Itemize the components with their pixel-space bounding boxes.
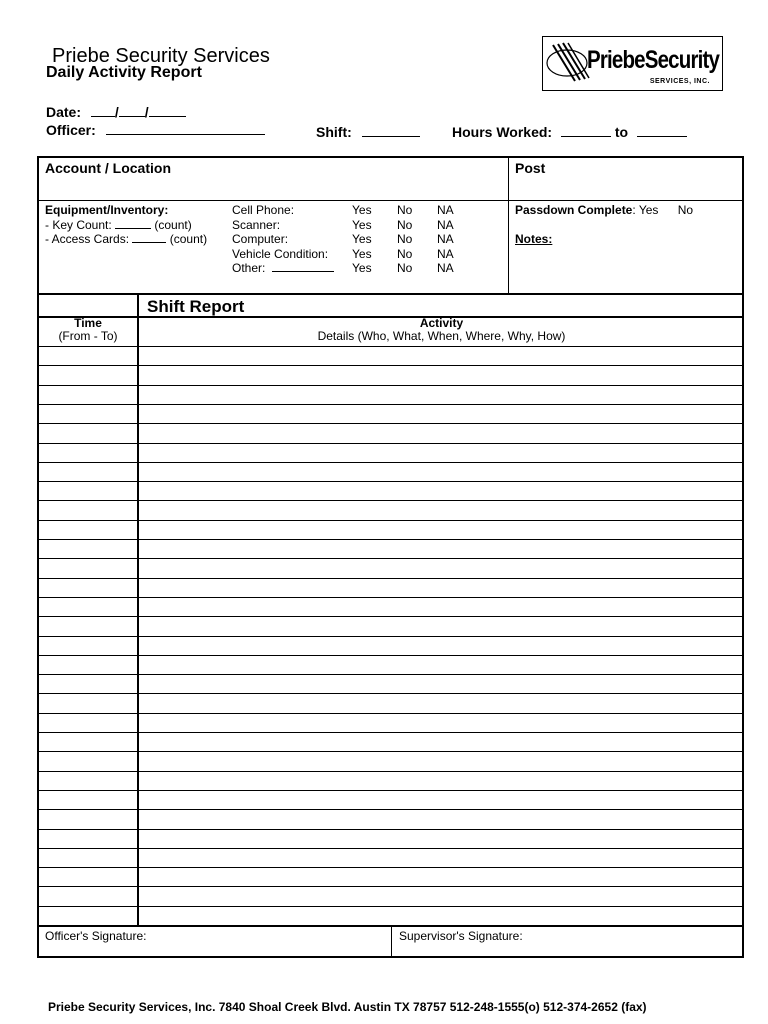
access-cards-unit: (count) bbox=[169, 232, 208, 246]
divider bbox=[39, 293, 742, 295]
officer-signature-label: Officer's Signature: bbox=[45, 929, 147, 943]
key-count-field[interactable] bbox=[115, 218, 151, 229]
account-location-label: Account / Location bbox=[45, 160, 171, 176]
equipment-block bbox=[45, 203, 207, 247]
table-row[interactable] bbox=[39, 616, 742, 635]
company-logo bbox=[542, 36, 723, 91]
passdown-colon: : bbox=[632, 203, 636, 217]
device-label-cell-phone: Cell Phone: bbox=[232, 203, 295, 217]
device-label-other: Other: bbox=[232, 261, 266, 275]
device-list bbox=[232, 203, 334, 276]
date-label: Date: bbox=[46, 104, 82, 120]
hours-line bbox=[452, 124, 687, 140]
table-row[interactable] bbox=[39, 732, 742, 751]
key-count-label: - Key Count: bbox=[45, 217, 112, 232]
date-month-field[interactable] bbox=[91, 104, 115, 117]
post-label: Post bbox=[515, 160, 546, 176]
yes-column bbox=[352, 203, 372, 276]
table-row[interactable] bbox=[39, 404, 742, 423]
shift-label: Shift: bbox=[316, 124, 352, 140]
table-row[interactable] bbox=[39, 462, 742, 481]
table-row[interactable] bbox=[39, 809, 742, 828]
passdown-no-option[interactable]: No bbox=[677, 203, 694, 217]
no-option[interactable]: No bbox=[397, 217, 413, 232]
logo-sub-text: SERVICES, INC. bbox=[649, 78, 710, 85]
officer-line bbox=[46, 122, 265, 138]
supervisor-signature-label: Supervisor's Signature: bbox=[399, 929, 523, 943]
table-row[interactable] bbox=[39, 423, 742, 442]
shift-field[interactable] bbox=[362, 124, 420, 137]
access-cards-field[interactable] bbox=[132, 232, 166, 243]
divider bbox=[508, 158, 509, 293]
na-column bbox=[437, 203, 454, 276]
footer-address: Priebe Security Services, Inc. 7840 Shoal Creek Blvd. Austin TX 78757 512-248-1555(o) 512-374-2652 (fax) bbox=[48, 1000, 647, 1014]
hours-start-field[interactable] bbox=[561, 124, 611, 137]
time-column-header bbox=[39, 317, 137, 343]
report-title: Daily Activity Report bbox=[46, 64, 202, 81]
hours-worked-label: Hours Worked: bbox=[452, 124, 553, 140]
table-row[interactable] bbox=[39, 346, 742, 365]
officer-label: Officer: bbox=[46, 122, 96, 138]
table-row[interactable] bbox=[39, 867, 742, 886]
hours-end-field[interactable] bbox=[637, 124, 687, 137]
yes-option[interactable]: Yes bbox=[352, 203, 372, 217]
device-label-scanner: Scanner: bbox=[232, 217, 281, 232]
table-row[interactable] bbox=[39, 365, 742, 384]
divider bbox=[39, 200, 742, 201]
table-row[interactable] bbox=[39, 906, 742, 925]
yes-option[interactable]: Yes bbox=[352, 246, 372, 261]
table-row[interactable] bbox=[39, 790, 742, 809]
logo-brand-text: PriebeSecurity bbox=[587, 46, 720, 74]
passdown-label: Passdown Complete bbox=[515, 203, 633, 217]
no-option[interactable]: No bbox=[397, 203, 413, 217]
table-row[interactable] bbox=[39, 751, 742, 770]
table-row[interactable] bbox=[39, 829, 742, 848]
activity-subheader: Details (Who, What, When, Where, Why, How) bbox=[317, 329, 566, 343]
no-option[interactable]: No bbox=[397, 246, 413, 261]
device-label-computer: Computer: bbox=[232, 232, 289, 246]
activity-column-header bbox=[139, 317, 744, 343]
table-row[interactable] bbox=[39, 655, 742, 674]
table-row[interactable] bbox=[39, 539, 742, 558]
na-option[interactable]: NA bbox=[437, 261, 454, 275]
na-option[interactable]: NA bbox=[437, 246, 454, 261]
logo-swoosh-icon bbox=[545, 41, 593, 85]
na-option[interactable]: NA bbox=[437, 217, 454, 232]
shift-report-heading: Shift Report bbox=[147, 297, 245, 316]
divider bbox=[391, 926, 392, 958]
table-row[interactable] bbox=[39, 520, 742, 539]
no-option[interactable]: No bbox=[397, 261, 413, 275]
date-line bbox=[46, 104, 186, 120]
company-name: Priebe Security Services bbox=[52, 45, 270, 67]
table-row[interactable] bbox=[39, 578, 742, 597]
table-row[interactable] bbox=[39, 558, 742, 577]
passdown-line bbox=[515, 203, 693, 218]
table-row[interactable] bbox=[39, 636, 742, 655]
time-subheader: (From - To) bbox=[58, 329, 118, 343]
table-row[interactable] bbox=[39, 693, 742, 712]
device-label-vehicle: Vehicle Condition: bbox=[232, 246, 329, 261]
key-count-unit: (count) bbox=[154, 217, 192, 232]
yes-option[interactable]: Yes bbox=[352, 217, 372, 232]
access-cards-label: - Access Cards: bbox=[45, 232, 130, 246]
na-option[interactable]: NA bbox=[437, 232, 454, 246]
other-device-field[interactable] bbox=[272, 261, 334, 272]
no-option[interactable]: No bbox=[397, 232, 413, 246]
table-row[interactable] bbox=[39, 443, 742, 462]
equipment-heading: Equipment/Inventory: bbox=[45, 203, 169, 217]
table-row[interactable] bbox=[39, 713, 742, 732]
table-row[interactable] bbox=[39, 597, 742, 616]
passdown-yes-option[interactable]: Yes bbox=[638, 203, 659, 217]
table-row[interactable] bbox=[39, 481, 742, 500]
date-year-field[interactable] bbox=[149, 104, 186, 117]
notes-line bbox=[515, 232, 552, 247]
date-separator: / bbox=[144, 104, 149, 120]
shift-line bbox=[316, 124, 420, 140]
activity-header: Activity bbox=[419, 316, 464, 330]
table-row[interactable] bbox=[39, 500, 742, 519]
table-row[interactable] bbox=[39, 848, 742, 867]
yes-option[interactable]: Yes bbox=[352, 232, 372, 246]
table-row[interactable] bbox=[39, 771, 742, 790]
hours-to-label: to bbox=[614, 124, 629, 140]
officer-field[interactable] bbox=[106, 122, 265, 135]
notes-label: Notes: bbox=[515, 232, 553, 246]
table-row[interactable] bbox=[39, 886, 742, 905]
report-form bbox=[37, 156, 744, 958]
no-column bbox=[397, 203, 412, 276]
table-row[interactable] bbox=[39, 674, 742, 693]
date-day-field[interactable] bbox=[119, 104, 145, 117]
na-option[interactable]: NA bbox=[437, 203, 454, 217]
time-header: Time bbox=[74, 316, 102, 330]
table-row[interactable] bbox=[39, 385, 742, 404]
date-separator: / bbox=[114, 104, 119, 120]
yes-option[interactable]: Yes bbox=[352, 261, 372, 275]
